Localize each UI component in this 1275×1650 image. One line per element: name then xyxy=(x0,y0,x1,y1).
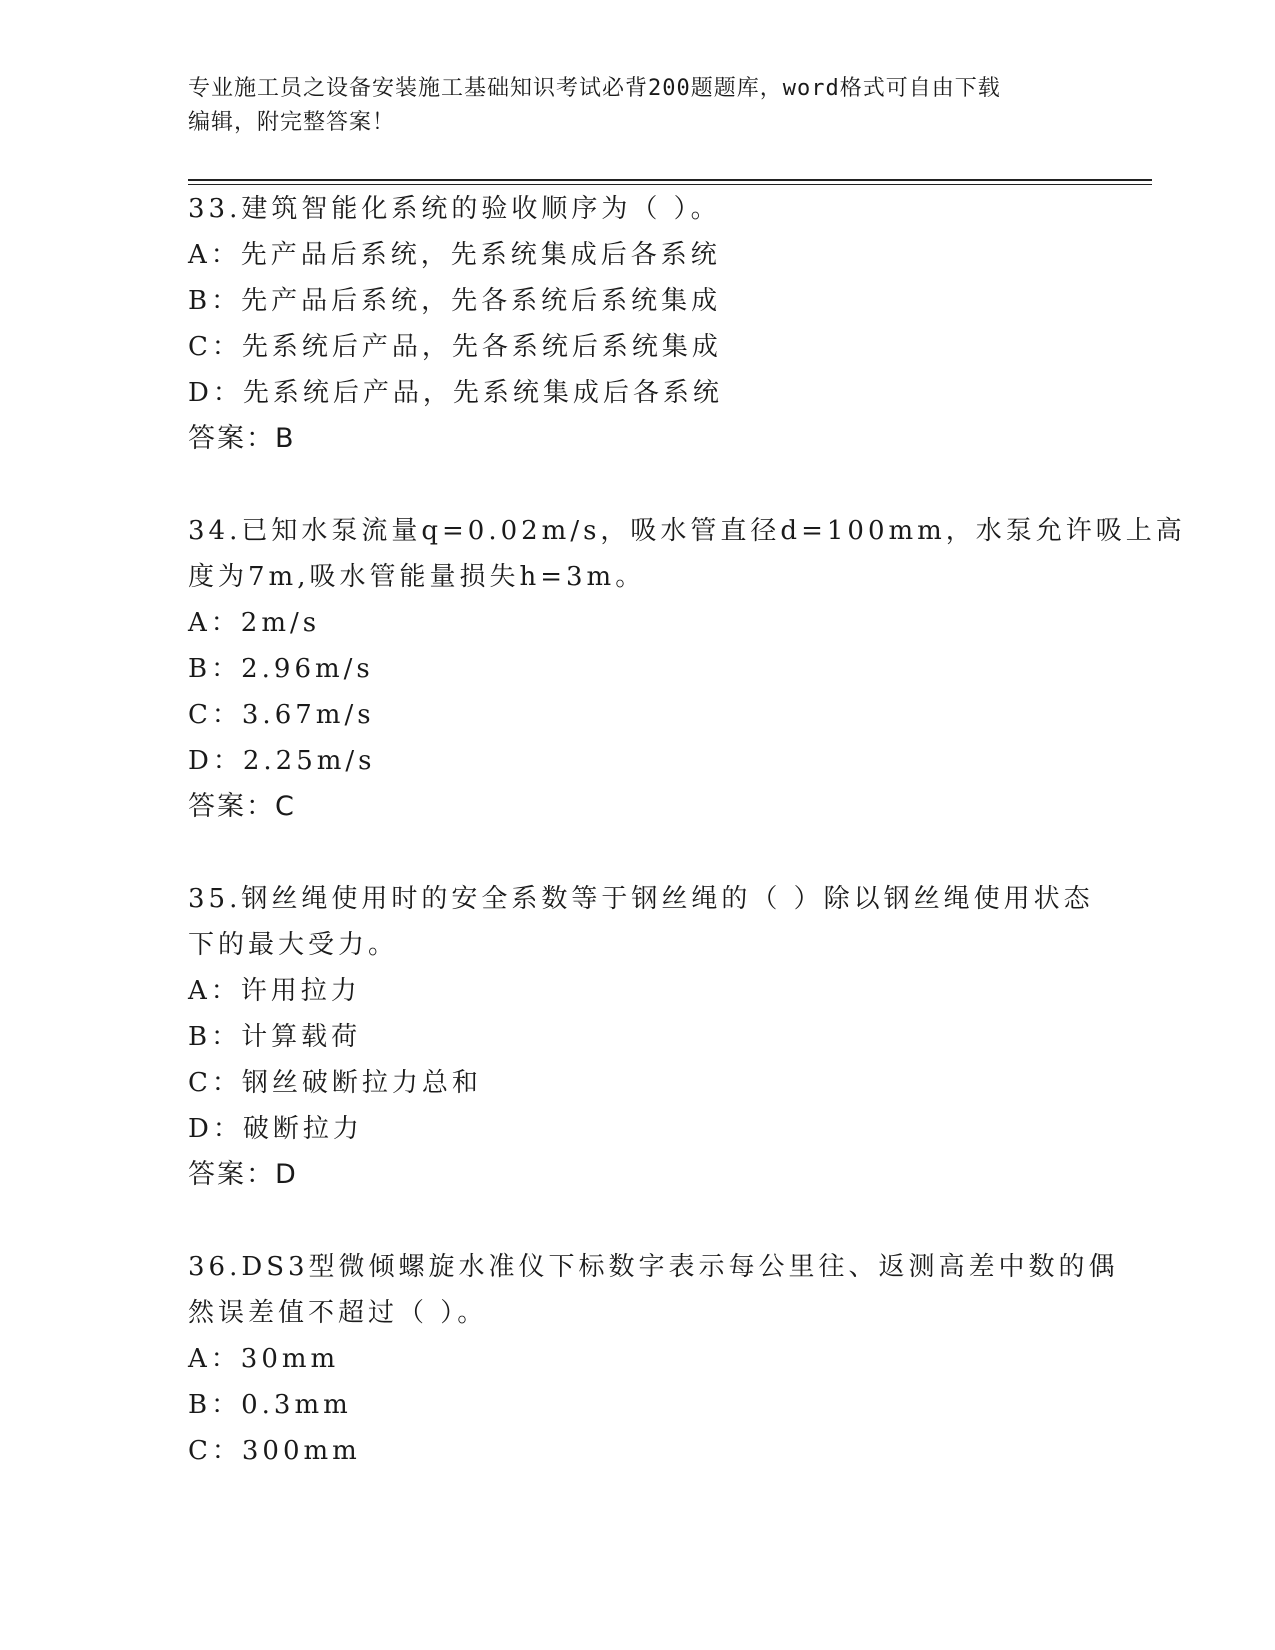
question-36 xyxy=(188,1244,1119,1474)
question-34 xyxy=(188,508,1186,830)
question-stem: 33.建筑智能化系统的验收顺序为（ ）。 xyxy=(188,194,721,224)
option-c: C：3.67m/s xyxy=(188,700,375,730)
question-33 xyxy=(188,186,1088,462)
option-c: C：先系统后产品，先各系统后系统集成 xyxy=(188,332,722,362)
option-b: B：2.96m/s xyxy=(188,654,374,684)
option-a: A：先产品后系统，先系统集成后各系统 xyxy=(188,240,721,270)
answer: 答案：C xyxy=(188,791,296,822)
option-d: D：2.25m/s xyxy=(188,746,376,776)
question-list xyxy=(188,186,1186,1474)
header-divider-thin xyxy=(188,184,1152,185)
option-b: B：0.3mm xyxy=(188,1390,352,1420)
option-b: B：先产品后系统，先各系统后系统集成 xyxy=(188,286,722,316)
question-stem-cont: 度为7m,吸水管能量损失h=3m。 xyxy=(188,562,646,592)
answer: 答案：B xyxy=(188,423,296,454)
question-stem-cont: 然误差值不超过（ ）。 xyxy=(188,1298,488,1328)
option-b: B：计算载荷 xyxy=(188,1022,362,1052)
question-stem: 34.已知水泵流量q=0.02m/s，吸水管直径d=100mm，水泵允许吸上高 xyxy=(188,516,1186,546)
question-stem-cont: 下的最大受力。 xyxy=(188,930,399,960)
spacer xyxy=(188,1198,1088,1244)
document-header xyxy=(188,72,1068,140)
header-divider-thick xyxy=(188,179,1152,181)
question-stem: 35.钢丝绳使用时的安全系数等于钢丝绳的（ ）除以钢丝绳使用状态 xyxy=(188,884,1094,914)
option-a: A：30mm xyxy=(188,1344,340,1374)
option-c: C：钢丝破断拉力总和 xyxy=(188,1068,482,1098)
option-c: C：300mm xyxy=(188,1436,361,1466)
answer: 答案：D xyxy=(188,1159,298,1190)
header-line-1: 专业施工员之设备安装施工基础知识考试必背200题题库，word格式可自由下载 xyxy=(188,76,1001,101)
option-d: D：先系统后产品，先系统集成后各系统 xyxy=(188,378,723,408)
question-stem: 36.DS3型微倾螺旋水准仪下标数字表示每公里往、返测高差中数的偶 xyxy=(188,1252,1119,1282)
option-d: D：破断拉力 xyxy=(188,1114,363,1144)
question-35 xyxy=(188,876,1094,1198)
option-a: A：许用拉力 xyxy=(188,976,361,1006)
spacer xyxy=(188,462,1088,508)
option-a: A：2m/s xyxy=(188,608,321,638)
spacer xyxy=(188,830,1088,876)
header-line-2: 编辑，附完整答案！ xyxy=(188,110,396,135)
